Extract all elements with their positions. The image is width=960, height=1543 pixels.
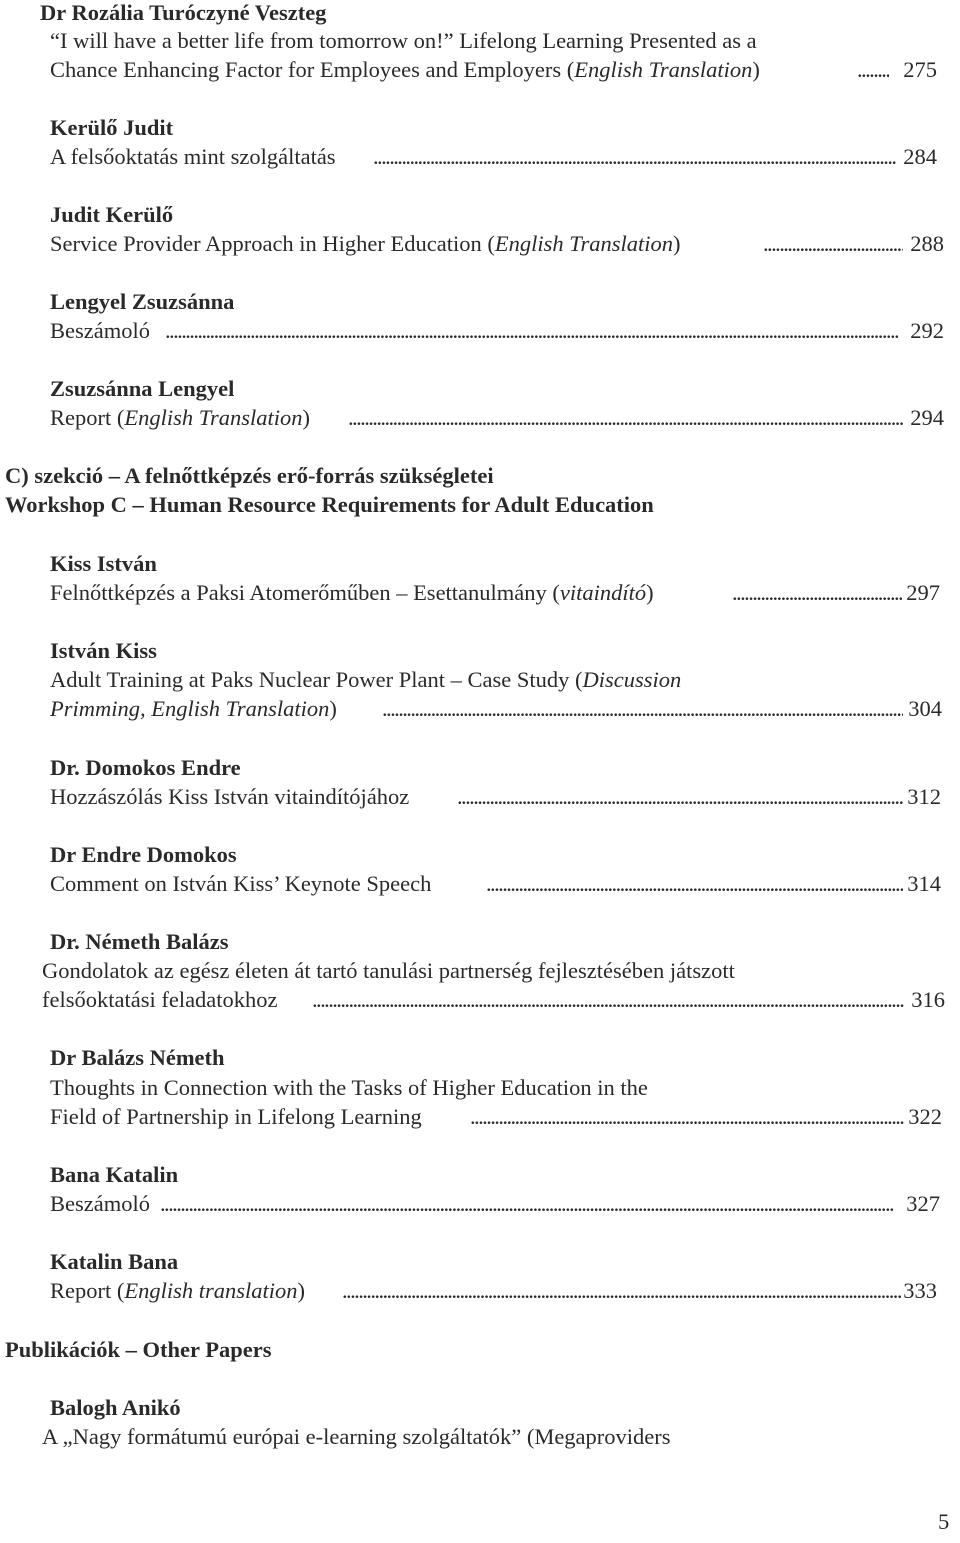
toc-leader-dots bbox=[342, 1280, 902, 1303]
toc-leader-dots bbox=[312, 989, 904, 1012]
toc-leader-dots bbox=[382, 698, 903, 721]
title-text: Report ( bbox=[50, 1278, 125, 1303]
toc-page-number: 275 bbox=[903, 57, 937, 82]
title-italic: Primming, English Translation bbox=[50, 696, 330, 721]
toc-author: Balogh Anikó bbox=[50, 1395, 181, 1420]
toc-author: Judit Kerülő bbox=[50, 202, 174, 227]
toc-entry-title: Beszámoló bbox=[50, 1191, 150, 1216]
title-text: ) bbox=[302, 405, 311, 430]
toc-leader-dots bbox=[857, 59, 889, 82]
toc-page-number: 316 bbox=[911, 987, 945, 1012]
toc-entry-title bbox=[50, 1280, 305, 1303]
toc-entry-title: Hozzászólás Kiss István vitaindítójához bbox=[50, 784, 410, 809]
title-text: Report ( bbox=[50, 405, 125, 430]
toc-author: Dr Balázs Németh bbox=[50, 1045, 225, 1070]
toc-leader-dots bbox=[470, 1106, 904, 1129]
toc-page-number: 288 bbox=[910, 231, 944, 256]
title-text: ) bbox=[646, 580, 654, 605]
toc-page-number: 322 bbox=[908, 1104, 942, 1129]
toc-entry-title: Thoughts in Connection with the Tasks of Higher Education in the bbox=[50, 1075, 648, 1100]
toc-leader-dots bbox=[165, 320, 903, 343]
toc-author: Kerülő Judit bbox=[50, 115, 174, 140]
toc-leader-dots bbox=[732, 582, 902, 605]
section-heading-publications: Publikációk – Other Papers bbox=[5, 1337, 272, 1362]
title-text: ) bbox=[673, 231, 681, 256]
title-text: Service Provider Approach in Higher Education ( bbox=[50, 231, 495, 256]
toc-page-number: 327 bbox=[906, 1191, 940, 1216]
toc-entry-title: Beszámoló bbox=[50, 318, 150, 343]
page-number: 5 bbox=[938, 1509, 950, 1534]
section-heading-en: Workshop C – Human Resource Requirements for Adult Education bbox=[5, 492, 654, 517]
section-heading-hu: C) szekció – A felnőttképzés erő-forrás szükségletei bbox=[5, 463, 494, 488]
toc-author: Kiss István bbox=[50, 551, 157, 576]
title-text: Adult Training at Paks Nuclear Power Plant – Case Study ( bbox=[50, 667, 583, 692]
toc-page-number: 312 bbox=[907, 784, 941, 809]
toc-leader-dots bbox=[373, 146, 897, 169]
toc-entry-title: A felsőoktatás mint szolgáltatás bbox=[50, 144, 336, 169]
title-italic: Discussion bbox=[582, 667, 682, 692]
toc-entry-title bbox=[50, 698, 337, 721]
toc-page-number: 284 bbox=[903, 144, 937, 169]
toc-entry-title bbox=[50, 669, 681, 692]
toc-leader-dots bbox=[160, 1193, 902, 1216]
title-italic: English translation bbox=[124, 1278, 298, 1303]
toc-page-number: 304 bbox=[908, 696, 942, 721]
toc-leader-dots bbox=[348, 407, 903, 430]
title-text: ) bbox=[752, 57, 760, 82]
toc-entry-title: Gondolatok az egész életen át tartó tanulási partnerség fejlesztésében játszott bbox=[42, 958, 735, 983]
toc-entry-title bbox=[50, 407, 310, 430]
title-italic: vitaindító bbox=[559, 580, 647, 605]
toc-page-number: 297 bbox=[906, 580, 940, 605]
title-text: Chance Enhancing Factor for Employees and Employers ( bbox=[50, 57, 575, 82]
toc-entry-title: Comment on István Kiss’ Keynote Speech bbox=[50, 871, 432, 896]
toc-entry-title bbox=[50, 59, 760, 82]
toc-page-number: 333 bbox=[903, 1278, 937, 1303]
title-italic: English Translation bbox=[494, 231, 674, 256]
toc-author: István Kiss bbox=[50, 638, 157, 663]
toc-entry-title: Field of Partnership in Lifelong Learning bbox=[50, 1104, 422, 1129]
toc-entry-title: “I will have a better life from tomorrow on!” Lifelong Learning Presented as a bbox=[50, 28, 757, 53]
toc-entry-title bbox=[50, 582, 654, 605]
toc-entry-title: A „Nagy formátumú európai e-learning szolgáltatók” (Megaproviders bbox=[42, 1424, 671, 1449]
title-text: Felnőttképzés a Paksi Atomerőműben – Esettanulmány ( bbox=[50, 580, 560, 605]
title-italic: English Translation bbox=[124, 405, 303, 430]
toc-page-number: 314 bbox=[907, 871, 941, 896]
toc-author: Dr. Németh Balázs bbox=[50, 929, 229, 954]
title-text: ) bbox=[297, 1278, 306, 1303]
toc-leader-dots bbox=[457, 786, 903, 809]
toc-author: Lengyel Zsuzsánna bbox=[50, 289, 235, 314]
toc-author: Katalin Bana bbox=[50, 1249, 179, 1274]
title-italic: English Translation bbox=[574, 57, 753, 82]
title-text: ) bbox=[329, 696, 337, 721]
toc-entry-title: felsőoktatási feladatokhoz bbox=[42, 987, 278, 1012]
toc-author: Bana Katalin bbox=[50, 1162, 179, 1187]
toc-page-number: 292 bbox=[910, 318, 944, 343]
toc-page-number: 294 bbox=[910, 405, 944, 430]
toc-author: Dr. Domokos Endre bbox=[50, 755, 241, 780]
toc-entry-title bbox=[50, 233, 681, 256]
toc-author: Dr Endre Domokos bbox=[50, 842, 237, 867]
toc-leader-dots bbox=[763, 233, 903, 256]
toc-leader-dots bbox=[486, 873, 903, 896]
toc-author: Dr Rozália Turóczyné Veszteg bbox=[40, 0, 327, 25]
toc-author: Zsuzsánna Lengyel bbox=[50, 376, 235, 401]
